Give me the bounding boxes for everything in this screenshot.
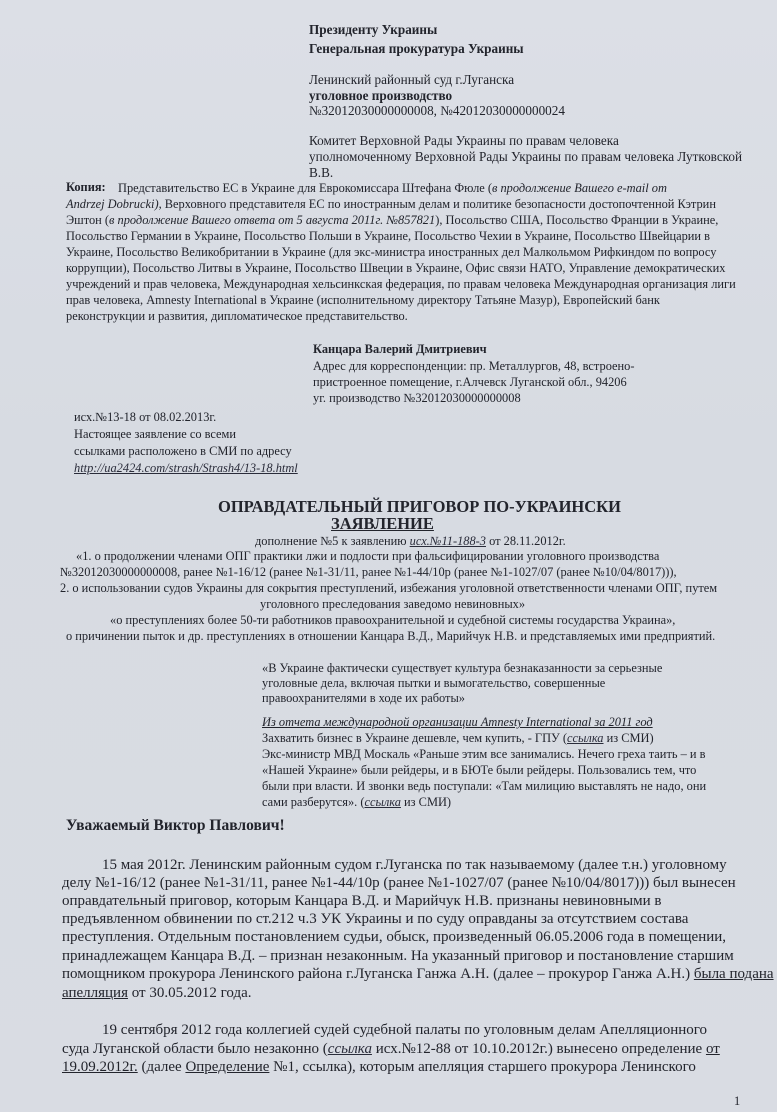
addressee-ombudsman-initials: В.В. [309,165,334,180]
copy-line: коррупции), Посольство Литвы в Украине, Посольство Швеции в Украине, Офис связи НАТО, Управление демократических [66,261,726,275]
epigraph-gpu: Захватить бизнес в Украине дешевле, чем купить, - ГПУ (ссылка из СМИ) [262,731,654,745]
paragraph-line: предъявленном обвинении по ст.212 ч.3 УК Украины и по суду оправданы за отсутствием состава [62,911,689,927]
paragraph-line: апелляция от 30.05.2012 года. [62,985,252,1001]
paragraph-line: 15 мая 2012г. Ленинским районным судом г.Луганска по так называемому (далее т.н.) уголовному [102,857,727,873]
copy-line: Andrzej Dobrucki), Верховного представителя ЕС по иностранным делам и политике безопасности достопочтенной Кэтрин [66,197,716,211]
subject-line: «1. о продолжении членами ОПГ практики лжи и подлости при фальсифицировании уголовного производства [76,549,660,563]
epigraph-quote: «В Украине фактически существует культура безнаказанности за серьезные [262,661,663,675]
sender-address: пристроенное помещение, г.Алчевск Луганской обл., 94206 [313,375,627,389]
addressee-ombudsman: уполномоченному Верховной Рады Украины по правам человека Лутковской [309,149,743,164]
addressee-prosecutor: Генеральная прокуратура Украины [309,41,524,56]
epigraph-quote: уголовные дела, включая пытки и вымогательство, совершенные [262,676,606,690]
epigraph-minister: были при власти. И звонки ведь поступали: «Там милицию выставлять не надо, они [262,779,707,793]
addressee-president: Президенту Украины [309,22,438,37]
epigraph-minister: Экс-министр МВД Москаль «Раньше этим все занимались. Нечего греха таить – и в [262,747,706,761]
subject-line: «о преступлениях более 50-ти работников правоохранительной и судебной системы государства Украина», [110,613,676,627]
copy-line: Посольство Германии в Украине, Посольство Польши в Украине, Посольство Чехии в Украине, Посольство Швейцарии в [66,229,711,243]
epigraph-minister: сами разберутся». (ссылка из СМИ) [262,795,452,809]
media-link[interactable]: ссылка [567,731,604,745]
ruling-date-link[interactable]: от [705,1041,720,1057]
addressee-committee: Комитет Верховной Рады Украины по правам человека [309,133,619,148]
ruling-date-link[interactable]: 19.09.2012г. [62,1059,138,1075]
paragraph-line: принадлежащем Канцара В.Д. – признан незаконным. На указанный приговор и постановление старшим [62,948,734,964]
copy-line: учреждений и прав человека, Международная хельсинкская федерация, по правам человека Международная организация лиги [66,277,736,291]
statement-url-link[interactable]: http://ua2424.com/strash/Strash4/13-18.html [74,461,298,475]
page-number: 1 [734,1094,741,1108]
reference-note: Настоящее заявление со всеми [74,427,237,441]
paragraph-line: оправдательный приговор, которым Канцара В.Д. и Марийчук Н.В. признаны невиновными в [62,893,662,909]
sender-name: Канцара Валерий Дмитриевич [313,342,487,356]
greeting: Уважаемый Виктор Павлович! [66,817,285,834]
addendum-line: дополнение №5 к заявлению исх.№11-188-3 от 28.11.2012г. [255,534,566,548]
paragraph-line: 19 сентября 2012 года коллегией судей судебной палаты по уголовным делам Апелляционного [102,1022,708,1038]
document-title: ОПРАВДАТЕЛЬНЫЙ ПРИГОВОР ПО-УКРАИНСКИ [218,497,621,516]
copy-line: прав человека, Amnesty International в Украине (исполнительному директору Татьяне Мазур), Европейский банк [66,293,660,307]
paragraph-line: 19.09.2012г. (далее Определение №1, ссылка), которым апелляция старшего прокурора Ленинского [62,1059,696,1075]
copy-line: Украине, Посольство Великобритании в Украине (для экс-министра иностранных дел Малкольмом Рифкиндом по вопросу [66,245,717,259]
subject-line: уголовного преследования заведомо невиновных» [260,597,526,611]
statement-reference-link[interactable]: исх.№11-188-3 [409,534,486,548]
subject-line: №32012030000000008, ранее №1-16/12 (ранее №1-31/11, ранее №1-44/10р (ранее №1-1027/07 (ранее №10/04/8017))), [60,565,677,579]
paragraph-line: суда Луганской области было незаконно (ссылка исх.№12-88 от 10.10.2012г.) вынесено определение от [62,1041,720,1057]
subject-line: о причинении пыток и др. преступлениях в отношении Канцара В.Д., Марийчук Н.В. и представляемых ими предприятий. [66,629,716,643]
statement-heading: ЗАЯВЛЕНИЕ [331,514,434,533]
media-link[interactable]: ссылка [364,795,401,809]
outgoing-reference-link[interactable]: ссылка [327,1041,372,1057]
reference-note: ссылками расположено в СМИ по адресу [74,444,292,458]
addressee-court: Ленинский районный суд г.Луганска [309,72,515,87]
paragraph-line: помощником прокурора Ленинского района г.Луганска Ганжа А.Н. (далее – прокурор Ганжа А.Н.) была подана [62,966,774,982]
sender-case-number: уг. производство №32012030000000008 [313,391,521,405]
copy-line: Эштон (в продолжение Вашего ответа от 5 августа 2011г. №857821), Посольство США, Посольство Франции в Украине, [66,213,719,227]
sender-address: Адрес для корреспонденции: пр. Металлургов, 48, встроено- [313,359,635,373]
outgoing-number: исх.№13-18 от 08.02.2013г. [74,410,217,424]
appeal-filed-link[interactable]: была подана [693,966,774,982]
addressee-court-case-numbers: №32012030000000008, №42012030000000024 [309,103,565,118]
subject-line: 2. о использовании судов Украины для сокрытия преступлений, избежания уголовной ответственности членами ОПГ, путем [60,581,718,595]
epigraph-minister: «Нашей Украине» были рейдеры, и в БЮТе были рейдеры. Пользовались тем, что [262,763,697,777]
copy-label: Копия: [66,180,106,194]
epigraph-quote: правоохранителями в ходе их работы» [262,691,465,705]
copy-line: реконструкции и развития, дипломатическое представительство. [66,309,408,323]
epigraph-source: Из отчета международной организации Amnesty International за 2011 год [262,715,653,729]
addressee-court-proceeding: уголовное производство [309,88,453,103]
copy-line: Представительство ЕС в Украине для Еврокомиссара Штефана Фюле (в продолжение Вашего e-mail от [118,181,667,195]
appeal-link[interactable]: апелляция [62,985,128,1001]
ruling-link[interactable]: Определение [185,1059,270,1075]
paragraph-line: делу №1-16/12 (ранее №1-31/11, ранее №1-44/10р (ранее №1-1027/07 (ранее №10/04/8017))) был вынесен [62,875,736,891]
paragraph-line: преступления. Отдельным постановлением судьи, обыск, произведенный 06.05.2006 года в помещении, [62,929,727,945]
